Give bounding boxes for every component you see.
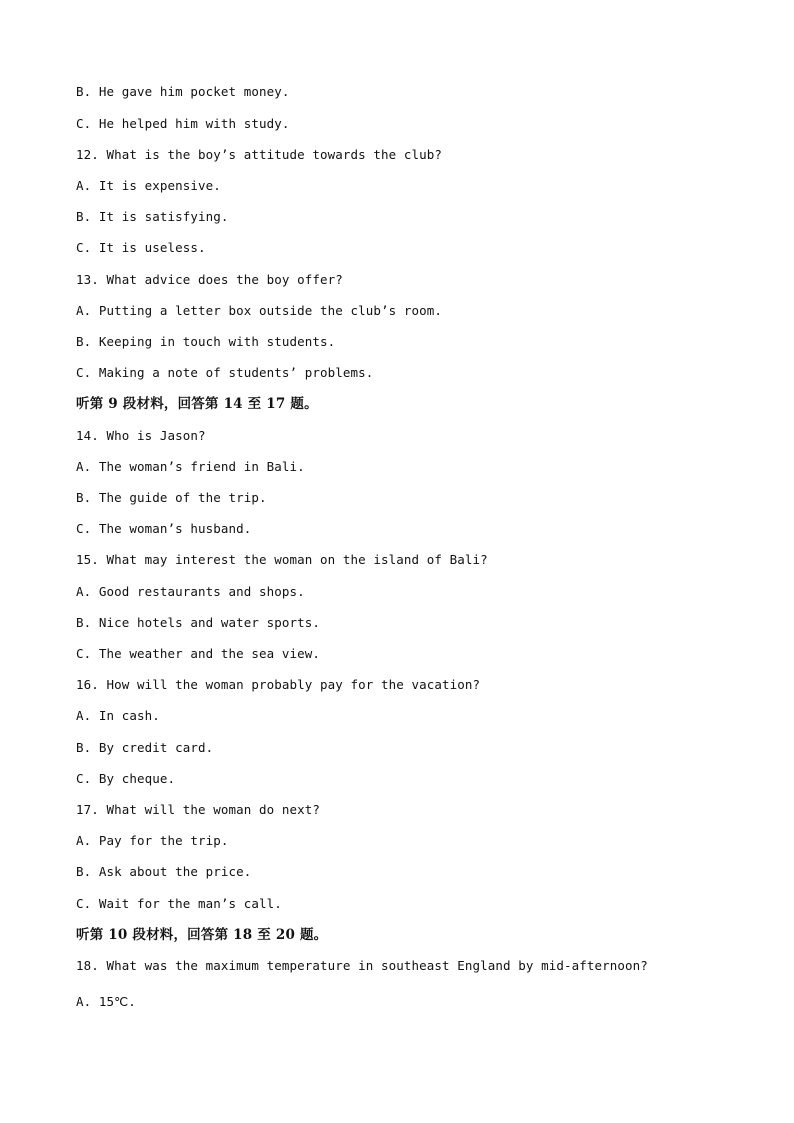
option-16c: C. By cheque. — [76, 771, 176, 786]
option-15a: A. Good restaurants and shops. — [76, 584, 305, 599]
option-15b: B. Nice hotels and water sports. — [76, 615, 321, 630]
option-16a: A. In cash. — [76, 708, 160, 723]
option-13b: B. Keeping in touch with students. — [76, 334, 336, 349]
section-heading-9: 听第 9 段材料，回答第 14 至 17 题。 — [76, 396, 318, 412]
option-12c: C. It is useless. — [76, 240, 206, 255]
option-15c: C. The weather and the sea view. — [76, 646, 321, 661]
option-12a: A. It is expensive. — [76, 178, 221, 193]
question-13: 13. What advice does the boy offer? — [76, 272, 343, 287]
section-heading-10: 听第 10 段材料，回答第 18 至 20 题。 — [76, 927, 328, 943]
question-17: 17. What will the woman do next? — [76, 802, 321, 817]
option-17a: A. Pay for the trip. — [76, 833, 229, 848]
option-13a: A. Putting a letter box outside the club’s room. — [76, 303, 443, 318]
option-14a: A. The woman’s friend in Bali. — [76, 459, 305, 474]
option-14c: C. The woman’s husband. — [76, 521, 252, 536]
option-11b: B. He gave him pocket money. — [76, 84, 290, 99]
option-16b: B. By credit card. — [76, 740, 214, 755]
option-14b: B. The guide of the trip. — [76, 490, 267, 505]
option-13c: C. Making a note of students’ problems. — [76, 365, 374, 380]
option-17c: C. Wait for the man’s call. — [76, 896, 282, 911]
question-14: 14. Who is Jason? — [76, 428, 206, 443]
question-12: 12. What is the boy’s attitude towards the club? — [76, 147, 443, 162]
option-17b: B. Ask about the price. — [76, 864, 252, 879]
question-18: 18. What was the maximum temperature in southeast England by mid-afternoon? — [76, 958, 648, 973]
question-15: 15. What may interest the woman on the island of Bali? — [76, 552, 488, 567]
option-18a: A. 15℃. — [76, 994, 136, 1009]
option-12b: B. It is satisfying. — [76, 209, 229, 224]
question-16: 16. How will the woman probably pay for the vacation? — [76, 677, 481, 692]
option-11c: C. He helped him with study. — [76, 116, 290, 131]
